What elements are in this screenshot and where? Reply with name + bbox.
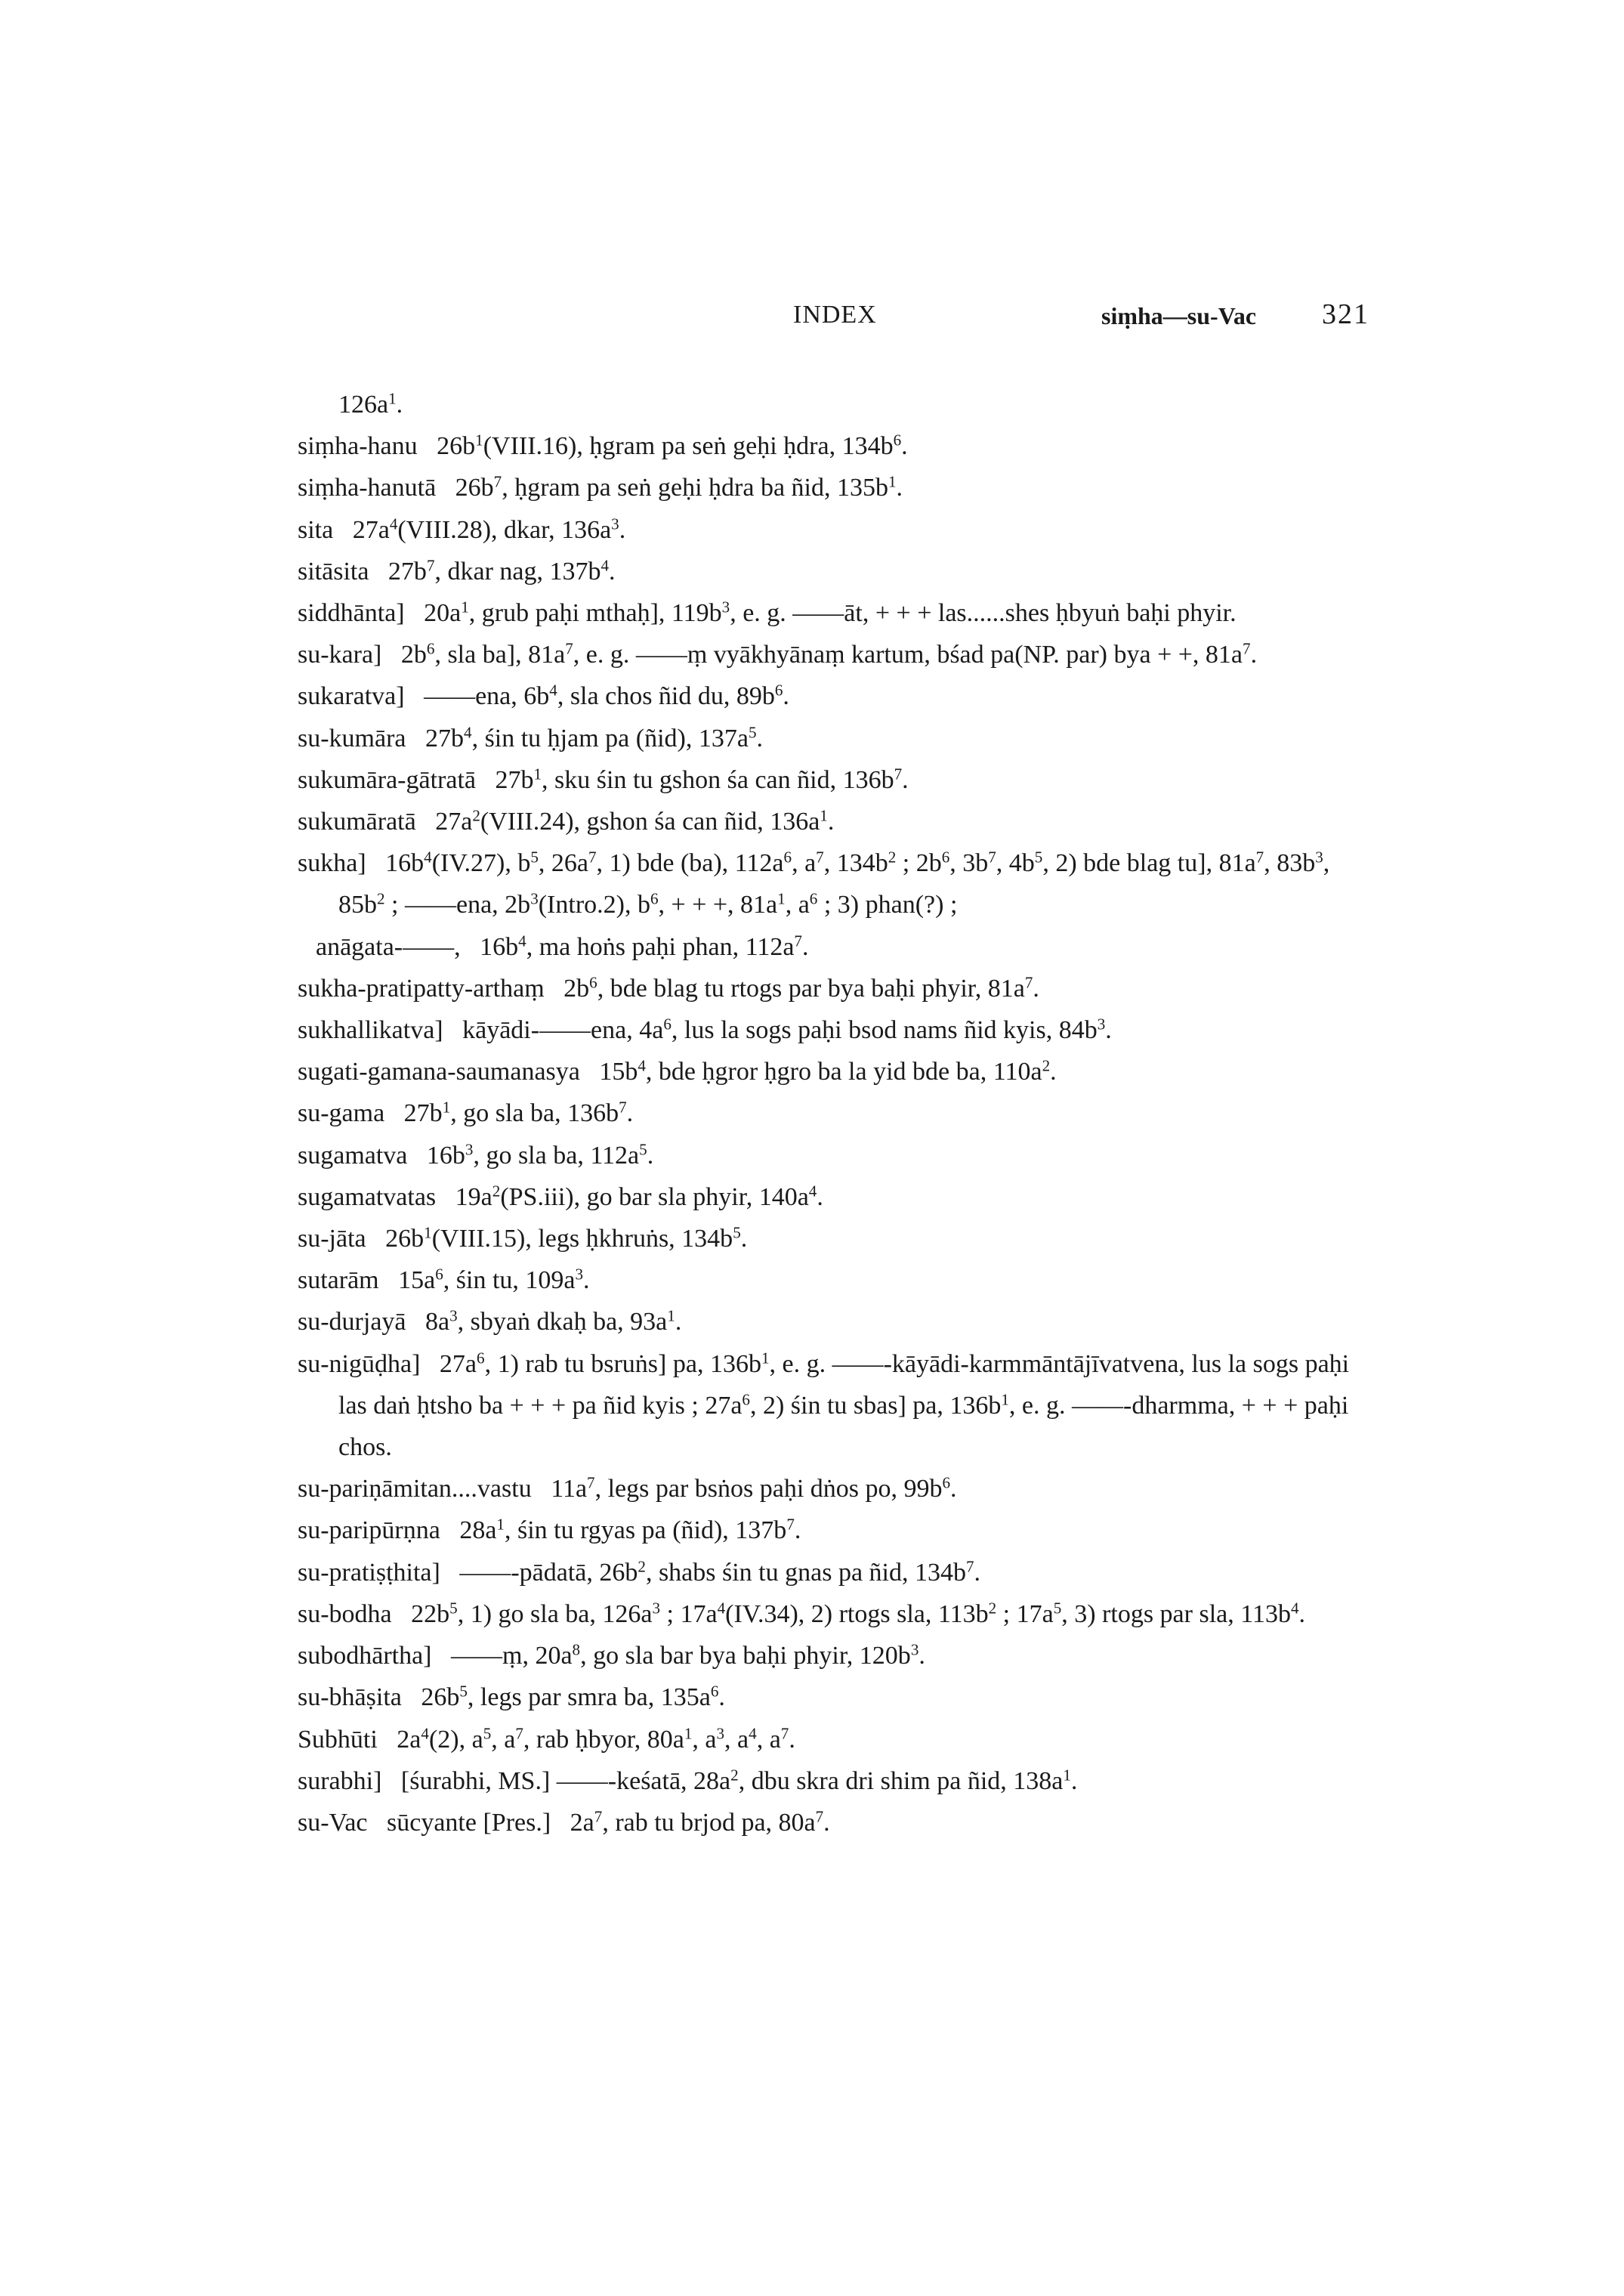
index-entry: su-kumāra $27b^4$, śin tu ḥjam pa (ñid), $137a^5$. xyxy=(298,723,763,752)
index-entry: siṃha-hanu $26b^1(VIII.16)$, ḥgram pa seṅ geḥi ḥdra, $134b^6$. xyxy=(298,431,908,461)
index-entry: sugamatvatas $19a^2(PS.iii)$, go bar sla phyir, $140a^4$. xyxy=(298,1182,823,1211)
index-entry: sukumāra-gātratā $27b^1$, sku śin tu gshon śa can ñid, $136b^7$. xyxy=(298,765,909,794)
index-entry: su-kara] $2b^6$, sla ba], $81a^7$, e. g. ——ṃ vyākhyānaṃ kartum, bśad pa(NP. par) bya + +, $81a^7$. xyxy=(298,639,1258,669)
index-entry: sutarām $15a^6$, śin tu, $109a^3$. xyxy=(298,1265,590,1295)
index-subentry: anāgata-——, $16b^4$, ma hoṅs paḥi phan, $112a^7$. xyxy=(316,932,809,961)
index-entry: su-gama $27b^1$, go sla ba, $136b^7$. xyxy=(298,1098,634,1128)
index-entry: sita $27a^4(VIII.28)$, dkar, $136a^3$. xyxy=(298,515,626,544)
index-entry: surabhi] [śurabhi, MS.] ——-keśatā, $28a^2$, dbu skra dri shim pa ñid, $138a^1$. xyxy=(298,1766,1078,1795)
index-entry: su-durjayā $8a^3$, sbyaṅ dkaḥ ba, $93a^1$. xyxy=(298,1306,682,1337)
index-entry: subodhārtha] ——ṃ, $20a^8$, go sla bar bya baḥi phyir, $120b^3$. xyxy=(298,1640,925,1670)
index-entry: sukha-pratipatty-arthaṃ $2b^6$, bde blag tu rtogs par bya baḥi phyir, $81a^7$. xyxy=(298,973,1039,1003)
running-header xyxy=(0,298,1624,338)
index-entry: $126a^1$. xyxy=(338,389,403,419)
index-entry: sukha] $16b^4(IV.27)$, $b^5$, $26a^7$, 1) bde (ba), $112a^6$, $a^7$, $134b^2$ ; $2b^6$, $3b^7$, $4b^5$, 2) bde blag tu], $81a^7$, $83b^3$, $85b^2$ ; ——ena, $2b^3(Intro.2)$, $b^6$, + + +, $81a^1$, $a^6$ ; 3) phan(?) ; xyxy=(298,848,1330,919)
index-entry: sitāsita $27b^7$, dkar nag, $137b^4$. xyxy=(298,556,616,586)
index-entry: su-jāta $26b^1(VIII.15)$, legs ḥkhruṅs, $134b^5$. xyxy=(298,1223,748,1253)
index-entry: su-pariṇāmitan....vastu $11a^7$, legs par bsṅos paḥi dṅos po, $99b^6$. xyxy=(298,1473,957,1503)
index-entry: su-pratiṣṭhita] ——-pādatā, $26b^2$, shabs śin tu gnas pa ñid, $134b^7$. xyxy=(298,1557,981,1587)
running-head-range: siṃha—su-Vac xyxy=(1101,302,1257,329)
index-entry: sugati-gamana-saumanasya $15b^4$, bde ḥgror ḥgro ba la yid bde ba, $110a^2$. xyxy=(298,1056,1057,1086)
index-entry: su-Vac sūcyante [Pres.] $2a^7$, rab tu brjod pa, $80a^7$. xyxy=(298,1807,830,1837)
index-entry: siddhānta] $20a^1$, grub paḥi mthaḥ], $119b^3$, e. g. ——āt, + + + las......shes ḥbyuṅ baḥi phyir. xyxy=(298,598,1237,628)
index-entries xyxy=(298,384,1378,1843)
index-entry: su-paripūrṇna $28a^1$, śin tu rgyas pa (ñid), $137b^7$. xyxy=(298,1515,801,1545)
index-entry: sukumāratā $27a^2(VIII.24)$, gshon śa can ñid, $136a^1$. xyxy=(298,806,835,836)
index-entry: siṃha-hanutā $26b^7$, ḥgram pa seṅ geḥi ḥdra ba ñid, $135b^1$. xyxy=(298,472,903,502)
index-entry: su-bhāṣita $26b^5$, legs par smra ba, $135a^6$. xyxy=(298,1682,725,1712)
index-entry: su-bodha $22b^5$, 1) go sla ba, $126a^3$ ; $17a^4(IV.34)$, 2) rtogs sla, $113b^2$ ; $17a^5$, 3) rtogs par sla, $113b^4$. xyxy=(298,1599,1306,1628)
index-entry: sukhallikatva] kāyādi-——ena, $4a^6$, lus la sogs paḥi bsod nams ñid kyis, $84b^3$. xyxy=(298,1015,1112,1045)
index-entry: sugamatva $16b^3$, go sla ba, $112a^5$. xyxy=(298,1140,654,1170)
running-head-title: INDEX xyxy=(793,301,877,329)
index-entry: Subhūti $2a^4(2)$, $a^5$, $a^7$, rab ḥbyor, $80a^1$, $a^3$, $a^4$, $a^7$. xyxy=(298,1723,795,1754)
page-number: 321 xyxy=(1322,298,1369,330)
index-entry: sukaratva] ——ena, $6b^4$, sla chos ñid du, $89b^6$. xyxy=(298,681,789,711)
index-entry: su-nigūḍha] $27a^6$, 1) rab tu bsruṅs] pa, $136b^1$, e. g. ——-kāyādi-karmmāntājīvatvena, lus la sogs paḥi las daṅ ḥtsho ba + + + pa ñid kyis ; $27a^6$, 2) śin tu sbas] pa, $136b^1$, e. g. ——-dharmma, + + + paḥi chos. xyxy=(298,1349,1350,1462)
